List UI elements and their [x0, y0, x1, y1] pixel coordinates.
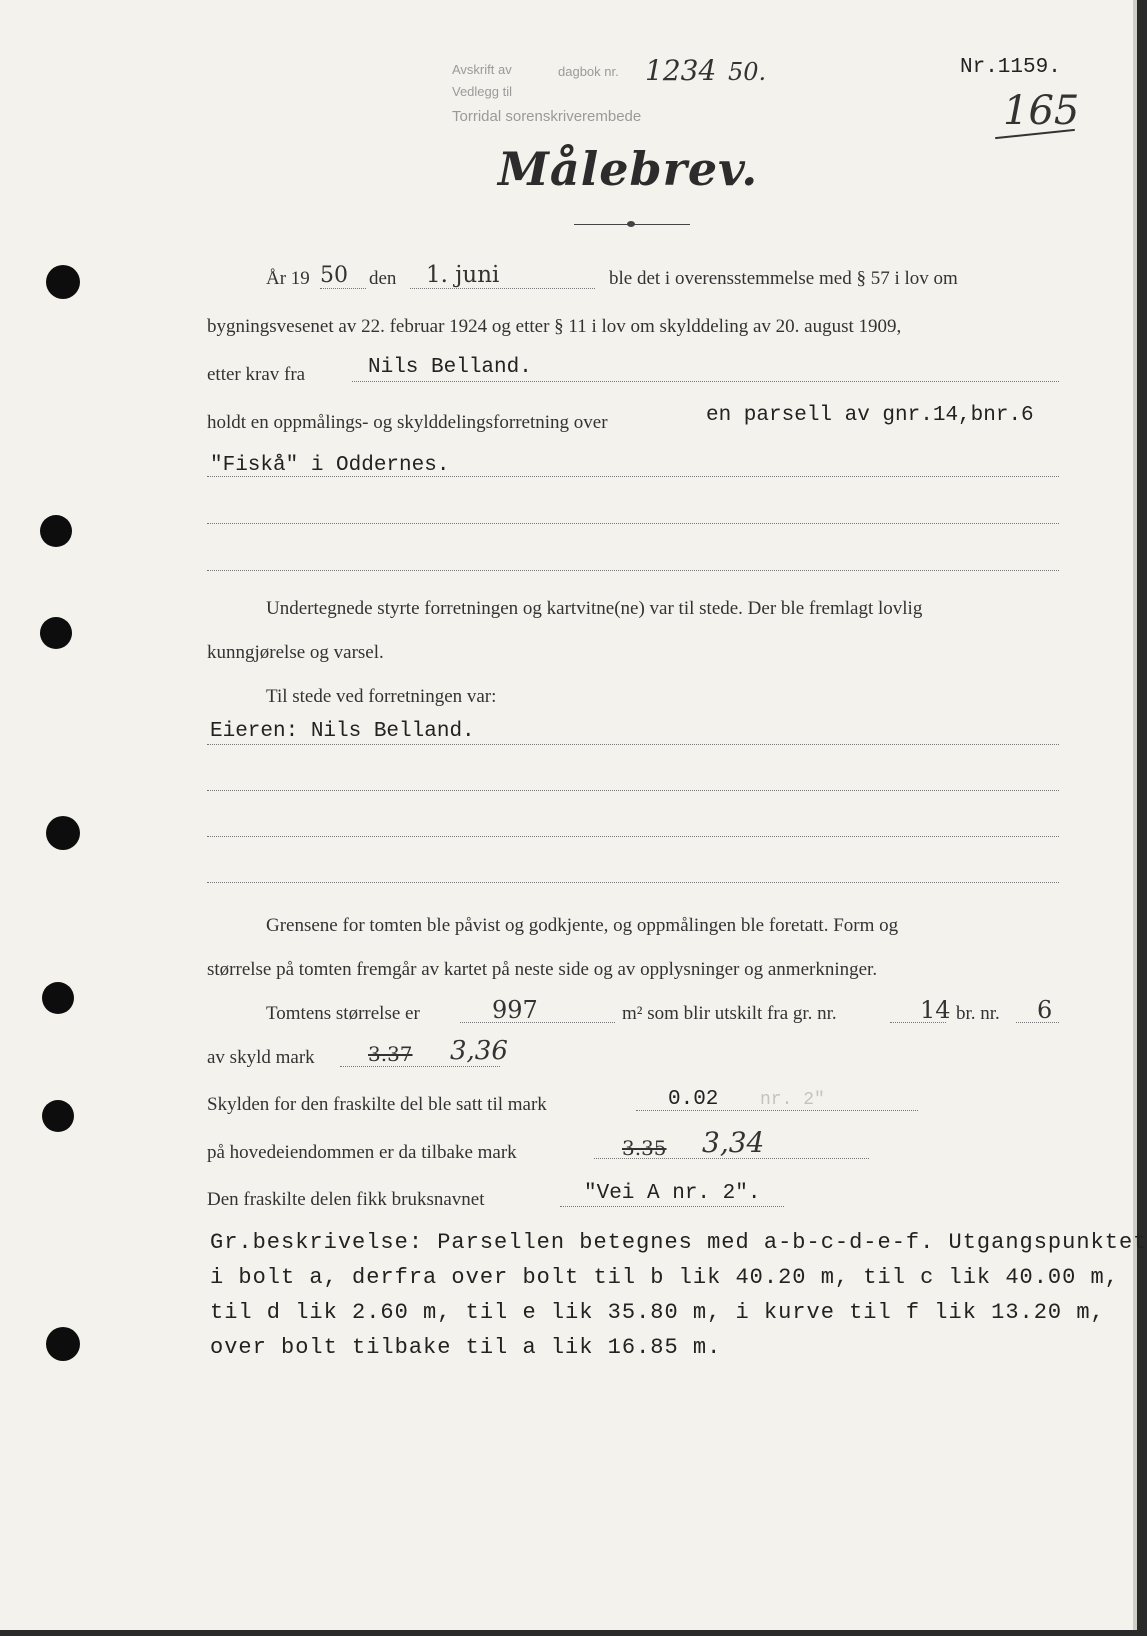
br-dotted-line: [1016, 1022, 1059, 1023]
date-dotted-line: [410, 288, 595, 289]
fraskilt-faint: nr. 2": [760, 1090, 825, 1110]
present-fill: Eieren: Nils Belland.: [210, 720, 475, 743]
fraskilt-fill: 0.02: [668, 1088, 719, 1111]
stamp-line-3: Torridal sorenskriverembede: [452, 108, 642, 125]
fraskilt-dotted-line: [636, 1110, 918, 1111]
punch-hole-icon: [42, 1100, 74, 1132]
tomt-fill: 997: [492, 996, 538, 1024]
page-title: Målebrev.: [498, 142, 759, 196]
tomt-label: Tomtens størrelse er: [266, 1003, 420, 1024]
dagbok-year: 50.: [728, 58, 767, 86]
title-divider-ornament: [627, 221, 635, 227]
page-number: 165: [1003, 88, 1080, 134]
blank-line-1: [207, 523, 1059, 524]
blank-line-4: [207, 836, 1059, 837]
paragraph3-line1: Grensene for tomten ble påvist og godkjente, og oppmålingen ble foretatt. Form og: [266, 915, 899, 936]
stamp-line-1: Avskrift av: [452, 62, 512, 77]
date-fill: 1. juni: [426, 262, 500, 288]
description-line-4: over bolt tilbake til a lik 16.85 m.: [210, 1335, 722, 1360]
property-fill: "Fiskå" i Oddernes.: [210, 454, 450, 477]
description-line-2: i bolt a, derfra over bolt til b lik 40.20 m, til c lik 40.00 m,: [210, 1265, 1119, 1290]
bruk-dotted-line: [560, 1206, 784, 1207]
krav-label: etter krav fra: [207, 364, 306, 385]
stamp-line-2: Vedlegg til: [452, 84, 512, 99]
present-dotted-line: [207, 744, 1059, 745]
hoved-label: på hovedeiendommen er da tilbake mark: [207, 1142, 517, 1163]
hoved-fill: 3,34: [702, 1126, 765, 1159]
skyld-fill: 3,36: [450, 1036, 508, 1066]
br-fill: 6: [1037, 996, 1053, 1024]
punch-hole-icon: [40, 617, 72, 649]
paragraph2-line2: kunngjørelse og varsel.: [207, 642, 384, 663]
m2-label: m² som blir utskilt fra gr. nr.: [622, 1003, 837, 1024]
br-label: br. nr.: [956, 1003, 1000, 1024]
punch-hole-icon: [46, 816, 80, 850]
hoved-dotted-line: [594, 1158, 869, 1159]
blank-line-5: [207, 882, 1059, 883]
fraskilt-label: Skylden for den fraskilte del ble satt til mark: [207, 1094, 547, 1115]
punch-hole-icon: [46, 1327, 80, 1361]
bruk-fill: "Vei A nr. 2".: [584, 1182, 761, 1205]
holdt-label: holdt en oppmålings- og skylddelingsforretning over: [207, 412, 608, 433]
skyld-dotted-line: [340, 1066, 500, 1067]
krav-fill: Nils Belland.: [368, 356, 532, 379]
punch-hole-icon: [46, 265, 80, 299]
punch-hole-icon: [40, 515, 72, 547]
property-dotted-line: [207, 476, 1059, 477]
description-line-3: til d lik 2.60 m, til e lik 35.80 m, i kurve til f lik 13.20 m,: [210, 1300, 1105, 1325]
document-number: Nr.1159.: [960, 56, 1061, 79]
paragraph1-line1-rest: ble det i overensstemmelse med § 57 i lov om: [609, 268, 958, 289]
holdt-fill: en parsell av gnr.14,bnr.6: [706, 404, 1034, 427]
tomt-dotted-line: [460, 1022, 615, 1023]
year-dotted-line: [320, 288, 366, 289]
krav-dotted-line: [352, 381, 1059, 382]
skyld-struck: 3.37: [368, 1042, 413, 1066]
description-line-1: Gr.beskrivelse: Parsellen betegnes med a-b-c-d-e-f. Utgangspunktet: [210, 1230, 1147, 1255]
paragraph1-line2: bygningsvesenet av 22. februar 1924 og etter § 11 i lov om skylddeling av 20. august 1909,: [207, 316, 902, 337]
year-label: År 19: [266, 268, 310, 289]
stamp-dagbok-label: dagbok nr.: [558, 64, 619, 79]
date-label: den: [369, 268, 397, 289]
hoved-struck: 3.35: [622, 1136, 667, 1160]
punch-hole-icon: [42, 982, 74, 1014]
blank-line-2: [207, 570, 1059, 571]
paragraph2-line3: Til stede ved forretningen var:: [266, 686, 497, 707]
gr-fill: 14: [920, 996, 951, 1024]
gr-dotted-line: [890, 1022, 946, 1023]
blank-line-3: [207, 790, 1059, 791]
year-fill: 50: [320, 263, 348, 288]
paragraph3-line2: størrelse på tomten fremgår av kartet på neste side og av opplysninger og anmerkninger.: [207, 959, 878, 980]
paragraph2-line1: Undertegnede styrte forretningen og kartvitne(ne) var til stede. Der ble fremlagt lovlig: [266, 598, 923, 619]
dagbok-number: 1234: [645, 54, 717, 87]
bruk-label: Den fraskilte delen fikk bruksnavnet: [207, 1189, 485, 1210]
skyld-label: av skyld mark: [207, 1047, 315, 1068]
